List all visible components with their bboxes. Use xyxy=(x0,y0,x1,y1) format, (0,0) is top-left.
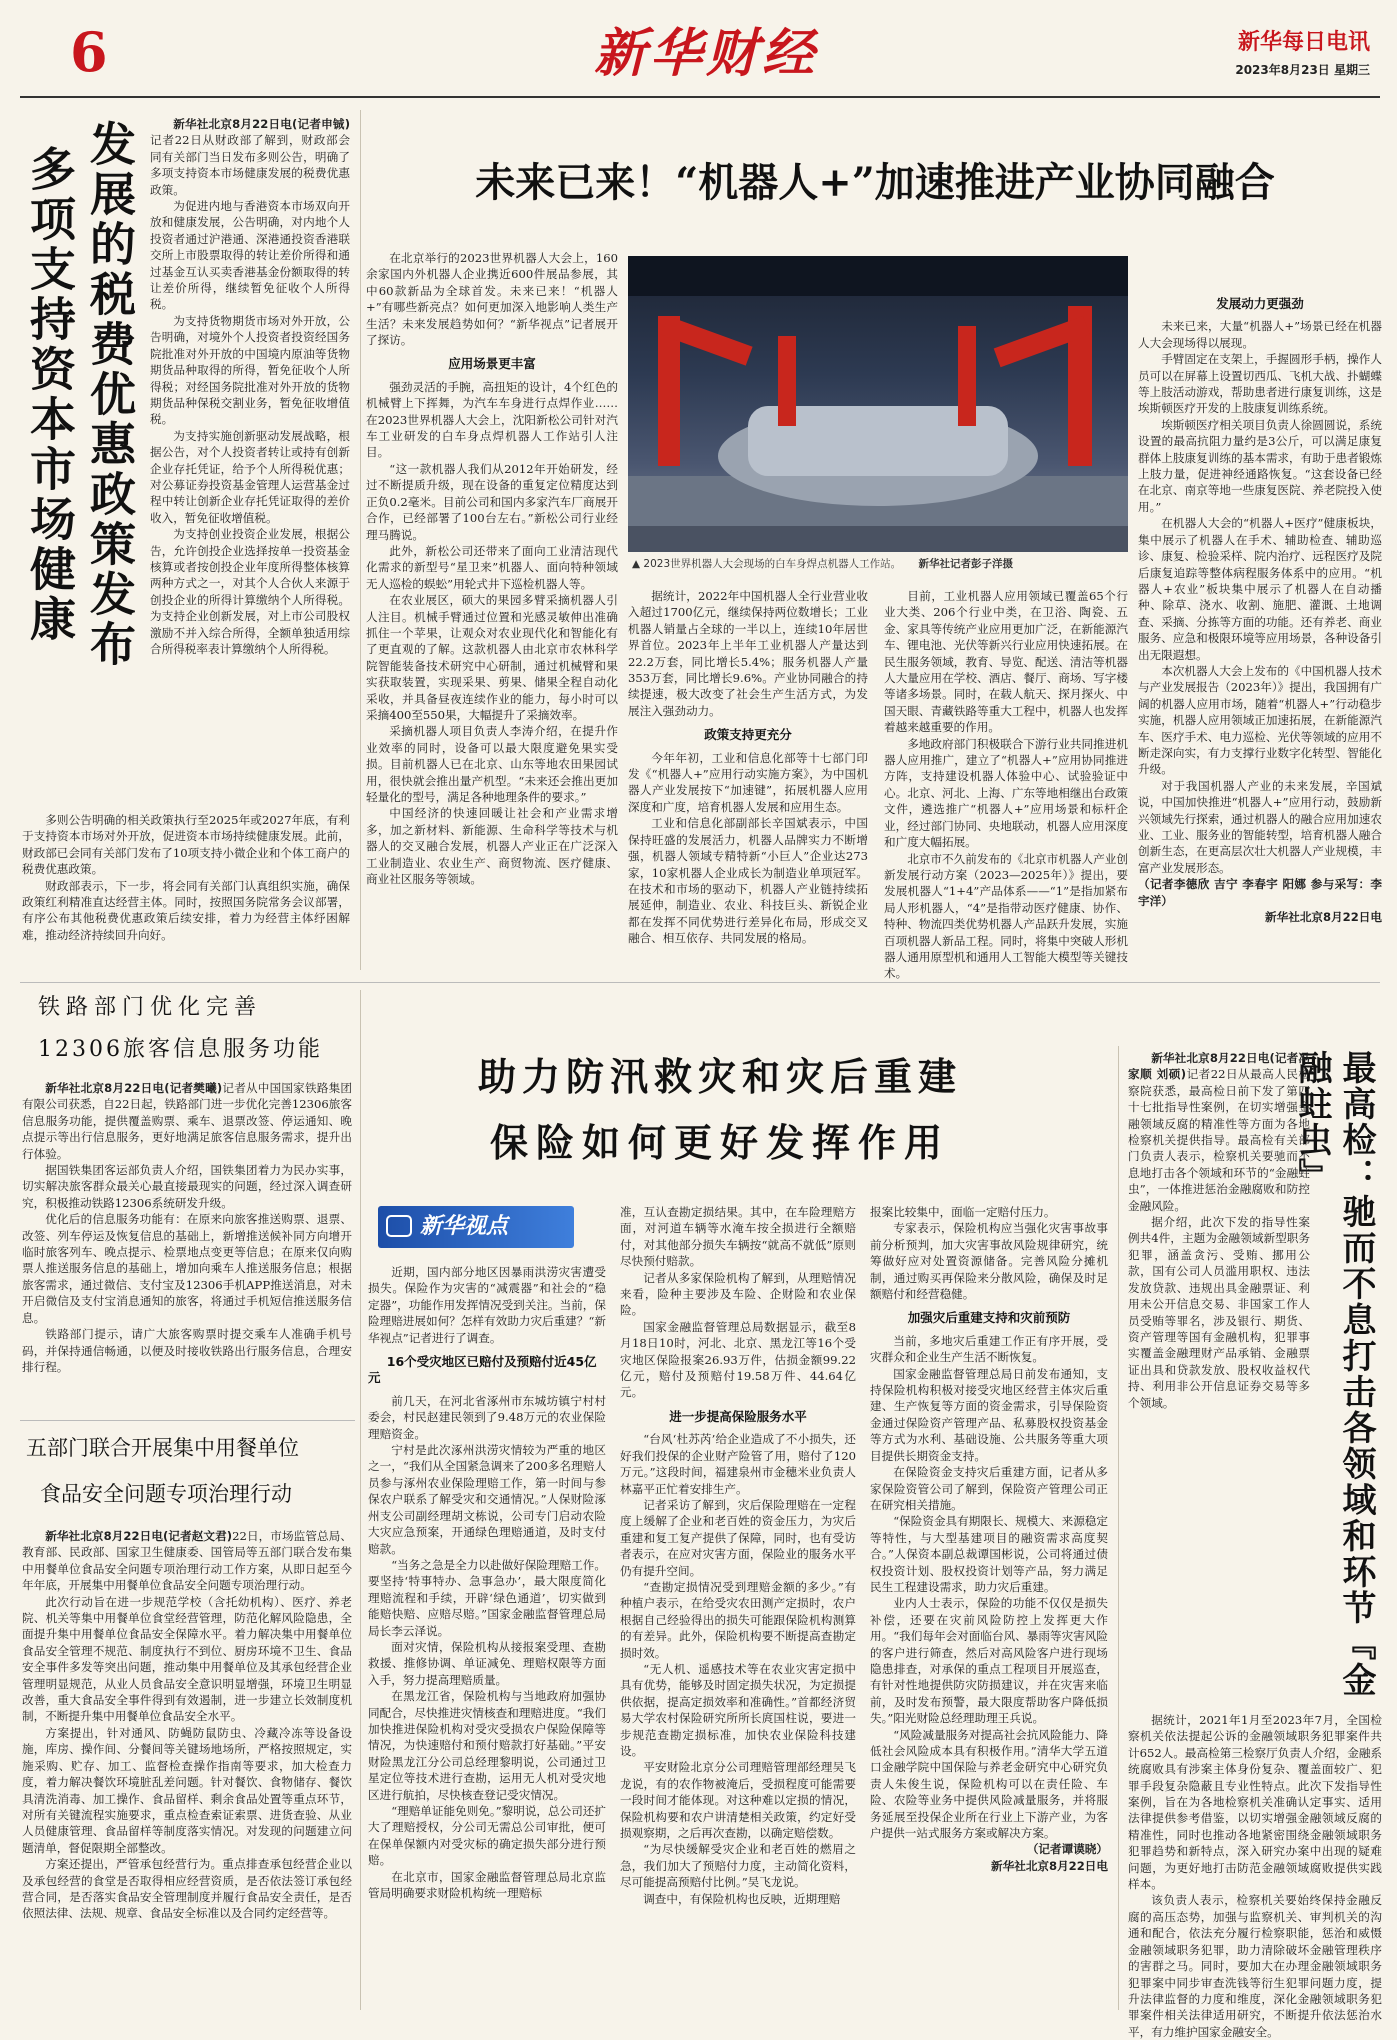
a2-subhead: 发展动力更强劲 xyxy=(1216,296,1304,311)
a2-intro: 在北京举行的2023世界机器人大会上，160余家国内外机器人企业携近600件展品参展，其中60款新品为全球首发。未来已来！“机器人+”有哪些新亮点？如何更加深入地影响人类生产生活？未来发展趋势如何？“新华视点”记者展开了探访。 xyxy=(366,251,618,348)
a5-subhead: 16个受灾地区已赔付及预赔付近45亿元 xyxy=(368,1354,597,1386)
section-title: 新华财经 xyxy=(593,23,818,84)
column-divider xyxy=(360,110,361,970)
a2-column-1: 在北京举行的2023世界机器人大会上，160余家国内外机器人企业携近600件展品参展，其中60款新品为全球首发。未来已来！“机器人+”有哪些新亮点？如何更加深入地影响人类生产生活？未来发展趋势如何？“新华视点”记者展开了探访。 应用场景更丰富 强劲灵活的手腕，高扭矩的设计，4个红色的机械臂上下挥舞，为汽车车身进行点焊作业……在2023世界机器人大会上，沈阳新松公司针对汽车工业研发的白车身点焊机器人工作站引人注目。 “这一款机器人我们从2012年开始研发，经过不断提质升级，现在设备的重复定位精度达到正负0.2毫米。目前公司和国内多家汽车厂商展开合作，已经部署了100台左右。”新松公司行业经理马腾说。 此外，新松公司还带来了面向工业清洁现代化需求的新型号“星卫来”机器人、面向特种领域无人巡检的蜈蚣”用轮式井下巡检机器人等。 在农业展区，硕大的果园多臂采摘机器人引人注目。机械手臂通过位置和光感灵敏伸出准确抓住一个苹果，让观众对农业现代化和智能化有了更直观的了解。这款机器人由北京市农林科学院智能装备技术研究中心研制，通过机械臂和果实获取装置，实现采果、剪果、储果全程自动化采收，并具备昼夜连续作业的能力，每小时可以采摘400至550果，大幅提升了采摘效率。 采摘机器人项目负责人李涛介绍，在提升作业效率的同时，设备可以最大限度避免果实受损。目前机器人已在北京、山东等地农田果园试用，很快就会推出量产机型。“未来还会推出更加轻量化的型号，满足各种地理条件的要求。” 中国经济的快速回暖让社会和产业需求增多，加之新材料、新能源、生命科学等技术与机器人的交叉融合发展，机器人产业正在广泛深入工业制造业、农业生产、商贸物流、医疗健康、商业社区服务等领域。 xyxy=(366,251,618,887)
a1-paragraph: 为促进内地与香港资本市场双向开放和健康发展，公告明确，对内地个人投资者通过沪港通、深港通投资香港联交所上市股票取得的转让差价所得和通过基金互认买卖香港基金份额取得的转让差价所得，继续暂免征收个人所得税。 xyxy=(150,199,350,312)
a1-paragraph: 财政部表示，下一步，将会同有关部门认真组织实施，确保政策红利精准直达经营主体。同时，按照国务院常务会议部署，有序公布其他税费优惠政策后续安排，着力为经营主体纾困解难，推动经济持续回升向好。 xyxy=(22,878,350,942)
page-number: 6 xyxy=(70,20,108,84)
a2-subhead: 应用场景更丰富 xyxy=(448,356,536,372)
a2-subhead: 政策支持更充分 xyxy=(704,727,792,743)
a3-body: 新华社北京8月22日电(记者樊曦)记者从中国国家铁路集团有限公司获悉，自22日起，铁路部门进一步优化完善12306旅客信息服务功能，提供覆盖购票、乘车、退票改签、停运通知、晚点提示等出行信息服务，更好地满足旅客信息服务需求，提升出行体验。 据国铁集团客运部负责人介绍，国铁集团着力为民办实事，切实解决旅客群众最关心最直接最现实的问题，经过深入调查研究，积极推动铁路12306系统研发升级。 优化后的信息服务功能有：在原来向旅客推送购票、退票、改签、列车停运及恢复信息的基础上，新增推送候补同方向增开临时旅客列车、晚点提示、检票地点变更等信息；在原来仅向购票人推送服务信息的基础上，增加向乘车人推送服务信息；根据旅客需求，通过微信、支付宝及12306手机APP推送消息，对未开启微信及支付宝消息通知的旅客，将通过手机短信推送服务信息。 铁路部门提示，请广大旅客购票时提交乘车人准确手机号码，并保持通信畅通，以便及时接收铁路出行服务信息，合理安排行程。 xyxy=(22,1081,352,1374)
a1-headline-col2: 发展的税费优惠政策发布 xyxy=(83,120,137,670)
a1-paragraph: 为支持货物期货市场对外开放，公告明确，对境外个人投资者投资经国务院批准对外开放的中国境内原油等货物期货品种取得的所得，暂免征收个人所得税；对经国务院批准对外开放的货物期货品种保税交割业务，暂免征收增值税。 xyxy=(150,313,350,427)
a1-dateline: 新华社北京8月22日电(记者申铖) xyxy=(173,117,350,131)
a5-dateline: 新华社北京8月22日电 xyxy=(991,1858,1108,1873)
a6-dateline: 新华社北京8月22日电(记者冯家顺 刘硕) xyxy=(1128,1051,1310,1082)
robot-photo-illustration xyxy=(628,256,1128,552)
a3-headline-2: 12306旅客信息服务功能 xyxy=(38,1037,323,1062)
a1-paragraph: 为支持实施创新驱动发展战略，根据公告，对个人投资者转让或持有创新企业存托凭证，给予个人所得税优惠；对公募证券投资基金管理人运营基金过程中转让创新企业存托凭证取得的差价收入，暂免征收增值税。 xyxy=(150,428,350,525)
a6-body-top: 新华社北京8月22日电(记者冯家顺 刘硕)记者22日从最高人民检察院获悉，最高检日前下发了第四十七批指导性案例，在切实增强金融领域反腐的精准性等方面为各地检察机关提供指导。最高检有关部门负责人表示，检察机关要驰而不息地打击各个领域和环节的“金融蛀虫”，一体推进惩治金融腐败和防控金融风险。 据介绍，此次下发的指导性案例共4件，主题为金融领域新型职务犯罪，涵盖贪污、受贿、挪用公款，国有公司人员滥用职权、违法发放贷款、违规出具金融票证、利用未公开信息交易、非国家工作人员受贿等罪名，涉及银行、期货、资产管理等国有金融机构，犯罪事实覆盖金融理财产品承销、金融票证出具和贷款发放、股权收益权代持、利用非公开信息证券交易等多个领域。 xyxy=(1128,1051,1310,1410)
brand-logo: 新华每日电讯 xyxy=(1237,29,1370,55)
a3-dateline: 新华社北京8月22日电(记者樊曦) xyxy=(45,1081,223,1095)
section-rule xyxy=(20,1420,355,1421)
a1-body-bottom xyxy=(22,812,350,952)
a2-dateline: 新华社北京8月22日电 xyxy=(1265,910,1382,925)
section-rule xyxy=(20,982,1380,983)
a5-headline-1: 助力防汛救灾和灾后重建 xyxy=(477,1054,962,1099)
photo-credit: 新华社记者彭子洋摄 xyxy=(918,558,1013,570)
a2-headline: 未来已来！“机器人+”加速推进产业协同融合 xyxy=(475,159,1275,206)
a5-subhead: 加强灾后重建支持和灾前预防 xyxy=(907,1310,1071,1326)
a5-intro: 近期，国内部分地区因暴雨洪涝灾害遭受损失。保险作为灾害的“减震器”和社会的“稳定器”，功能作用发挥情况受到关注。当前，保险理赔进展如何？怎样有效助力灾后重建？“新华视点”记者进行了调查。 xyxy=(368,1265,606,1345)
a6-body-bottom: 据统计，2021年1月至2023年7月，全国检察机关依法提起公诉的金融领域职务犯罪案件共计652人。最高检第三检察厅负责人介绍，金融系统腐败具有涉案主体身份复杂、覆盖面较广、犯罪手段复杂隐蔽且专业性特点。此次下发指导性案例，旨在为各地检察机关准确认定事实、适用法律提供参考借鉴，以切实增强金融领域反腐的精准性，同时也推动各地紧密围绕金融领域职务犯罪趋势和新特点，深入研究办案中出现的疑难问题，为更好地打击防范金融领域腐败提供实践样本。 该负责人表示，检察机关要始终保持金融反腐的高压态势，加强与监察机关、审判机关的沟通和配合，依法充分履行检察职能，惩治和威慑金融领域职务犯罪，助力清除破坏金融管理秩序的害群之马。同时，要加大在办理金融领域职务犯罪案中同步审查洗钱等衍生犯罪问题力度，提升法律监督的力度和维度，深化金融领域职务犯罪案件相关法律适用研究，不断提升依法惩治水平，有力维护国家金融安全。 xyxy=(1128,1713,1383,2039)
a1-headline-col1: 多项支持资本市场健康 xyxy=(23,145,77,645)
a3-headline-1: 铁路部门优化完善 xyxy=(38,995,263,1020)
a4-body: 新华社北京8月22日电(记者赵文君)22日，市场监管总局、教育部、民政部、国家卫生健康委、国管局等五部门联合发布集中用餐单位食品安全问题专项治理行动工作方案，从即日起至今年年底，开展集中用餐单位食品安全问题专项治理行动。 此次行动旨在进一步规范学校（含托幼机构）、医疗、养老院、机关等集中用餐单位食堂经营管理，防范化解风险隐患，全面提升集中用餐单位食品安全保障水平。着力解决集中用餐单位食品安全管理不规范、制度执行不到位、厨房环境不卫生、食品安全事件多发等突出问题，推动集中用餐单位及其承包经营企业管理明显规范，从业人员食品安全意识明显增强，环境卫生明显改善，重大食品安全事件得到有效遏制，进一步建立长效制度机制，不断提升集中用餐单位食品安全水平。 方案提出，针对通风、防蝇防鼠防虫、冷藏冷冻等设备设施，库房、操作间、分餐间等关键场地场所，严格按照规定，实施采购、贮存、加工、监督检查操作指南等要求，加大检查力度，着力解决餐饮环境脏乱差问题。针对餐饮、食物储存、餐饮具清洗消毒、加工操作、食品留样、剩余食品处置等重点环节，对所有关键流程实施要求，重点检查索证索票、进货查验、从业人员健康管理、食品留样等制度落实情况。对发现的问题建立问题清单，督促限期全部整改。 方案还提出，严管承包经营行为。重点排查承包经营企业以及承包经营的食堂是否取得相应经营资质，是否依法签订承包经营合同，是否落实食品安全管理制度并履行食品安全责任，是否依照法律、法规、规章、食品安全标准以及合同约定经营等。 xyxy=(22,1529,352,1921)
a2-column-4: 目前，工业机器人应用领域已覆盖65个行业大类、206个行业中类，在卫浴、陶瓷、五金、家具等传统产业应用更加广泛，在新能源汽车、锂电池、光伏等新兴行业应用快速拓展。在民生服务领域，教育、导览、配送、清洁等机器人大量应用在学校、酒店、餐厅、商场、写字楼等诸多场景。同时，在载人航天、探月探火、中国天眼、青藏铁路等重大工程中，机器人也发挥着越来越重要的作用。 多地政府部门积极联合下游行业共同推进机器人应用推广，建立了“机器人+”应用协同推进方阵，支持建设机器人体验中心、试验验证中心。北京、河北、上海、广东等地相继出台政策文件，遴选推广“机器人+”应用场景和标杆企业，经过部门协同、央地联动，机器人应用深度和广度大幅拓展。 北京市不久前发布的《北京市机器人产业创新发展行动方案（2023—2025年）》提出，要发展机器人“1+4”产品体系——“1”是指加紧布局人形机器人，“4”是指带动医疗健康、协作、特种、物流四类优势机器人产品跃升发展，实施百项机器人新品工程。同时，将集中突破人形机器人通用原型机和通用人工智能大模型等关键技术。 xyxy=(884,589,1128,981)
column-divider xyxy=(360,990,361,2010)
a1-body-column: 新华社北京8月22日电(记者申铖)记者22日从财政部了解到，财政部会同有关部门当日发布多则公告，明确了多项支持资本市场健康发展的税费优惠政策。 为促进内地与香港资本市场双向开放和健康发展，公告明确，对内地个人投资者通过沪港通、深港通投资香港联交所上市股票取得的转让差价所得和通过基金互认买卖香港基金份额取得的转让差价所得，继续暂免征收个人所得税。 为支持货物期货市场对外开放，公告明确，对境外个人投资者投资经国务院批准对外开放的中国境内原油等货物期货品种取得的所得，暂免征收个人所得税；对经国务院批准对外开放的货物期货品种保税交割业务，暂免征收增值税。 为支持实施创新驱动发展战略，根据公告，对个人投资者转让或持有创新企业存托凭证，给予个人所得税优惠；对公募证券投资基金管理人运营基金过程中转让创新企业存托凭证取得的差价收入，暂免征收增值税。 为支持创业投资企业发展，根据公告，允许创投企业选择按单一投资基金核算或者按创投企业年度所得整体核算两种方式之一，对其个人合伙人来源于创投企业的所得计算缴纳个人所得税。为支持企业创新发展，对上市公司股权激励不并入综合所得，全额单独适用综合所得税率表计算缴纳个人所得税。 xyxy=(150,117,350,656)
a2-column-3: 据统计，2022年中国机器人全行业营业收入超过1700亿元，继续保持两位数增长；工业机器人销量占全球的一半以上，连续10年居世界首位。2023年上半年工业机器人产量达到22.2万套，同比增长5.4%；服务机器人产量353万套，同比增长9.6%。产业协同融合的持续提速，极大改变了社会生产生活方式，为发展注入强劲动力。 政策支持更充分 今年年初，工业和信息化部等十七部门印发《“机器人+”应用行动实施方案》，为中国机器人产业发展按下“加速键”，拓展机器人应用深度和广度，培育机器人发展和应用生态。 工业和信息化部副部长辛国斌表示，中国保持旺盛的发展活力，机器人品牌实力不断增强，机器人领域专精特新“小巨人”企业达273家，10家机器人企业成长为制造业单项冠军。在技术和市场的驱动下，机器人产业链持续拓展延伸，制造业、农业、科技巨头、新锐企业都在发挥不同优势进行差异化布局，形成交叉融合、相互依存、共同发展的格局。 xyxy=(628,589,868,946)
masthead-rule xyxy=(20,96,1380,98)
masthead xyxy=(0,0,1397,90)
photo-caption: ▲ 2023世界机器人大会现场的白车身焊点机器人工作站。 新华社记者彭子洋摄 xyxy=(632,558,1013,570)
a2-byline: （记者李德欣 吉宁 李春宇 阳娜 参与采写：李宇洋） xyxy=(1138,877,1382,908)
a4-headline-2: 食品安全问题专项治理行动 xyxy=(40,1482,292,1506)
a4-headline-1: 五部门联合开展集中用餐单位 xyxy=(26,1436,299,1460)
a5-headline-2: 保险如何更好发挥作用 xyxy=(489,1120,950,1165)
a1-paragraph: 为支持创业投资企业发展，根据公告，允许创投企业选择按单一投资基金核算或者按创投企业年度所得整体核算两种方式之一，对其个人合伙人来源于创投企业的所得计算缴纳个人所得税。为支持企业创新发展，对上市公司股权激励不并入综合所得，全额单独适用综合所得税率表计算缴纳个人所得税。 xyxy=(150,527,350,656)
badge-label: 新华视点 xyxy=(420,1214,509,1239)
a5-subhead: 进一步提高保险服务水平 xyxy=(669,1408,807,1424)
a4-dateline: 新华社北京8月22日电(记者赵文君) xyxy=(45,1529,233,1543)
a5-byline: （记者谭谟晓） xyxy=(1026,1842,1108,1857)
camera-icon xyxy=(386,1215,412,1237)
a5-column-1: 近期，国内部分地区因暴雨洪涝灾害遭受损失。保险作为灾害的“减震器”和社会的“稳定器”，功能作用发挥情况受到关注。当前，保险理赔进展如何？怎样有效助力灾后重建？“新华视点”记者进行了调查。 16个受灾地区已赔付及预赔付近45亿元 前几天，在河北省涿州市东城坊镇宁村村委会，村民赵建民领到了9.48万元的农业保险理赔资金。 宁村是此次涿州洪涝灾情较为严重的地区之一，“我们从全国紧急调来了200多名理赔人员参与涿州农业保险理赔工作，第一时间与参保农户联系了解受灾和交通情况。”人保财险涿州支公司副经理胡文栋说，公司专门启动农险大灾应急预案，开通绿色理赔通道，及时支付赔款。 “当务之急是全力以赴做好保险理赔工作。要坚持‘特事特办、急事急办’，最大限度简化理赔流程和手续，开辟‘绿色通道’，切实做到能赔快赔、应赔尽赔。”国家金融监督管理总局局长李云泽说。 面对灾情，保险机构从接报案受理、查勘救援、推修协调、单证减免、理赔权限等方面入手，努力提高理赔质量。 在黑龙江省，保险机构与当地政府加强协同配合，尽快推进灾情核查和理赔进度。“我们加快推进保险机构对受灾受损农户保险保障等情况，为快速赔付和预付赔款打好基础。”平安财险黑龙江分公司总经理黎明说，公司通过卫星定位等技术进行查勘，运用无人机对受灾地区进行航拍，尽快核查登记受灾情况。 “理赔单证能免则免。”黎明说，总公司还扩大了理赔授权，分公司无需总公司审批，便可在保单保额内对受灾标的确定损失部分进行预赔。 在北京市，国家金融监督管理总局北京监管局明确要求财险机构统一理赔标 xyxy=(368,1265,606,1901)
a2-column-5: 发展动力更强劲 未来已来，大量“机器人+”场景已经在机器人大会现场得以展现。 手臂固定在支架上，手握圆形手柄，操作人员可以在屏幕上设置切西瓜、飞机大战、扑蝴蝶等上肢活动游戏，帮助患者进行康复训练，这是埃斯顿医疗开发的上肢康复训练系统。 埃斯顿医疗相关项目负责人徐圆圆说，系统设置的最高抗阻力量约是3公斤，可以满足康复群体上肢康复训练的基本需求，有助于患者锻炼上肢力量，促进神经通路恢复。“这套设备已经在北京、南京等地一些康复医院、养老院投入使用。” 在机器人大会的“机器人+医疗”健康板块，集中展示了机器人在手术、辅助检查、辅助巡诊、康复、检验采样、院内治疗、远程医疗及院后康复追踪等整体病程服务体系中的应用。“机器人+农业”板块集中展示了机器人在自动播种、除草、浇水、收割、施肥、灌溉、土地调查、采摘、分拣等方面的功能。还有养老、商业服务、应急和极限环境等应用场景，各种设备引出无限遐想。 本次机器人大会上发布的《中国机器人技术与产业发展报告（2023年）》提出，我国拥有广阔的机器人应用市场，随着“机器人+”行动稳步实施，机器人应用领域正加速拓展，在新能源汽车、医疗手术、电力巡检、光伏等领域的应用不断走深向实，有力支撑行业数字化转型、智能化升级。 对于我国机器人产业的未来发展，辛国斌说，中国加快推进“机器人+”应用行动，鼓励新兴领域先行探索，通过机器人的融合应用加速农业、工业、服务业的智能转型，培育机器人融合创新生态，在更高层次壮大机器人产业规模，丰富产业发展形态。 （记者李德欣 吉宁 李春宇 阳娜 参与采写：李宇洋） 新华社北京8月22日电 xyxy=(1138,296,1382,925)
a5-column-3: 报案比较集中，面临一定赔付压力。 专家表示，保险机构应当强化灾害事故事前分析预判，加大灾害事故风险规律研究，统筹做好应对处置资源储备。完善风险分摊机制，通过购买再保险来分散风险，确保及时足额赔付和经营稳健。 加强灾后重建支持和灾前预防 当前，多地灾后重建工作正有序开展，受灾群众和企业生产生活不断恢复。 国家金融监督管理总局日前发布通知，支持保险机构积极对接受灾地区经营主体灾后重建、生产恢复等方面的资金需求，引导保险资金通过保险资产管理产品、私募股权投资基金等方式为水利、基础设施、公共服务等重大项目提供长期资金支持。 在保险资金支持灾后重建方面，记者从多家保险资管公司了解到，保险资产管理公司正在研究相关措施。 “保险资金具有期限长、规模大、来源稳定等特性，与大型基建项目的融资需求高度契合。”人保资本副总裁谭国彬说，公司将通过债权投资计划、股权投资计划等产品，努力满足民生工程建设需求，助力灾后重建。 业内人士表示，保险的功能不仅仅是损失补偿，还要在灾前风险防控上发挥更大作用。“我们每年会对面临台风、暴雨等灾害风险的客户进行筛查，然后对高风险客户进行现场隐患排查，对承保的重点工程项目开展巡查，有针对性地提供防灾防损建议，并在灾害来临前，及时发布预警，最大限度帮助客户降低损失。”阳光财险总经理助理王兵说。 “风险减量服务对提高社会抗风险能力、降低社会风险成本具有积极作用。”清华大学五道口金融学院中国保险与养老金研究中心研究负责人朱俊生说，保险机构可以在责任险、车险、农险等业务中提供风险减量服务，并将服务延展至投保企业所在行业上下游产业，为客户提供一站式服务方案或解决方案。 （记者谭谟晓） 新华社北京8月22日电 xyxy=(870,1205,1108,1873)
column-divider xyxy=(1118,1046,1119,2010)
a5-column-2: 准，互认查勘定损结果。其中，在车险理赔方面，对河道车辆等水淹车按全损进行全额赔付，对其他部分损失车辆按“就高不就低”原则尽快预付赔款。 记者从多家保险机构了解到，从理赔情况来看，险种主要涉及车险、企财险和农业保险。 国家金融监督管理总局数据显示，截至8月18日10时，河北、北京、黑龙江等16个受灾地区保险报案26.93万件，估损金额99.22亿元，赔付及预赔付19.58万件、44.64亿元。 进一步提高保险服务水平 “台风‘杜苏芮’给企业造成了不小损失，还好我们投保的企业财产险管了用，赔付了120万元。”这段时间，福建泉州市金穗米业负责人林嘉平正忙着安排生产。 记者采访了解到，灾后保险理赔在一定程度上缓解了企业和老百姓的资金压力，为灾后重建和复工复产提供了保障，同时，也有受访者表示，在应对灾害方面，保险业的服务水平仍有提升空间。 “查勘定损情况受到理赔金额的多少。”有种植户表示，在给受灾农田测产定损时，农户根据自己经验得出的损失可能跟保险机构测算的有差异。此外，保险机构要不断提高查勘定损时效。 “无人机、遥感技术等在农业灾害定损中具有优势，能够及时固定损失状况，为定损提供依据，提高定损效率和准确性。”首都经济贸易大学农村保险研究所所长庹国柱说，要进一步规范查勘定损标准，加快农业保险科技建设。 平安财险北京分公司理赔管理部经理吴飞龙说，有的农作物被淹后，受损程度可能需要一段时间才能体现。对这种难以定损的情况，保险机构要和农户讲清楚相关政策，约定好受损观察期，之后再次查勘，以确定赔偿数。 “为尽快缓解受灾企业和老百姓的燃眉之急，我们加大了预赔付力度，主动简化资料，尽可能提高预赔付比例。”吴飞龙说。 调查中，有保险机构也反映，近期理赔 xyxy=(620,1205,856,1906)
issue-date: 2023年8月23日 星期三 xyxy=(1235,63,1370,77)
xinhua-view-badge xyxy=(378,1206,574,1248)
robot-photo xyxy=(628,256,1128,552)
a6-headline: 最高检：驰而不息打击各领域和环节『金融蛀虫』 xyxy=(1292,1050,1376,1698)
a1-paragraph: 多则公告明确的相关政策执行至2025年或2027年底，有利于支持资本市场对外开放，促进资本市场持续健康发展。此前，财政部已会同有关部门发布了10项支持小微企业和个体工商户的税费优惠政策。 xyxy=(22,813,350,877)
